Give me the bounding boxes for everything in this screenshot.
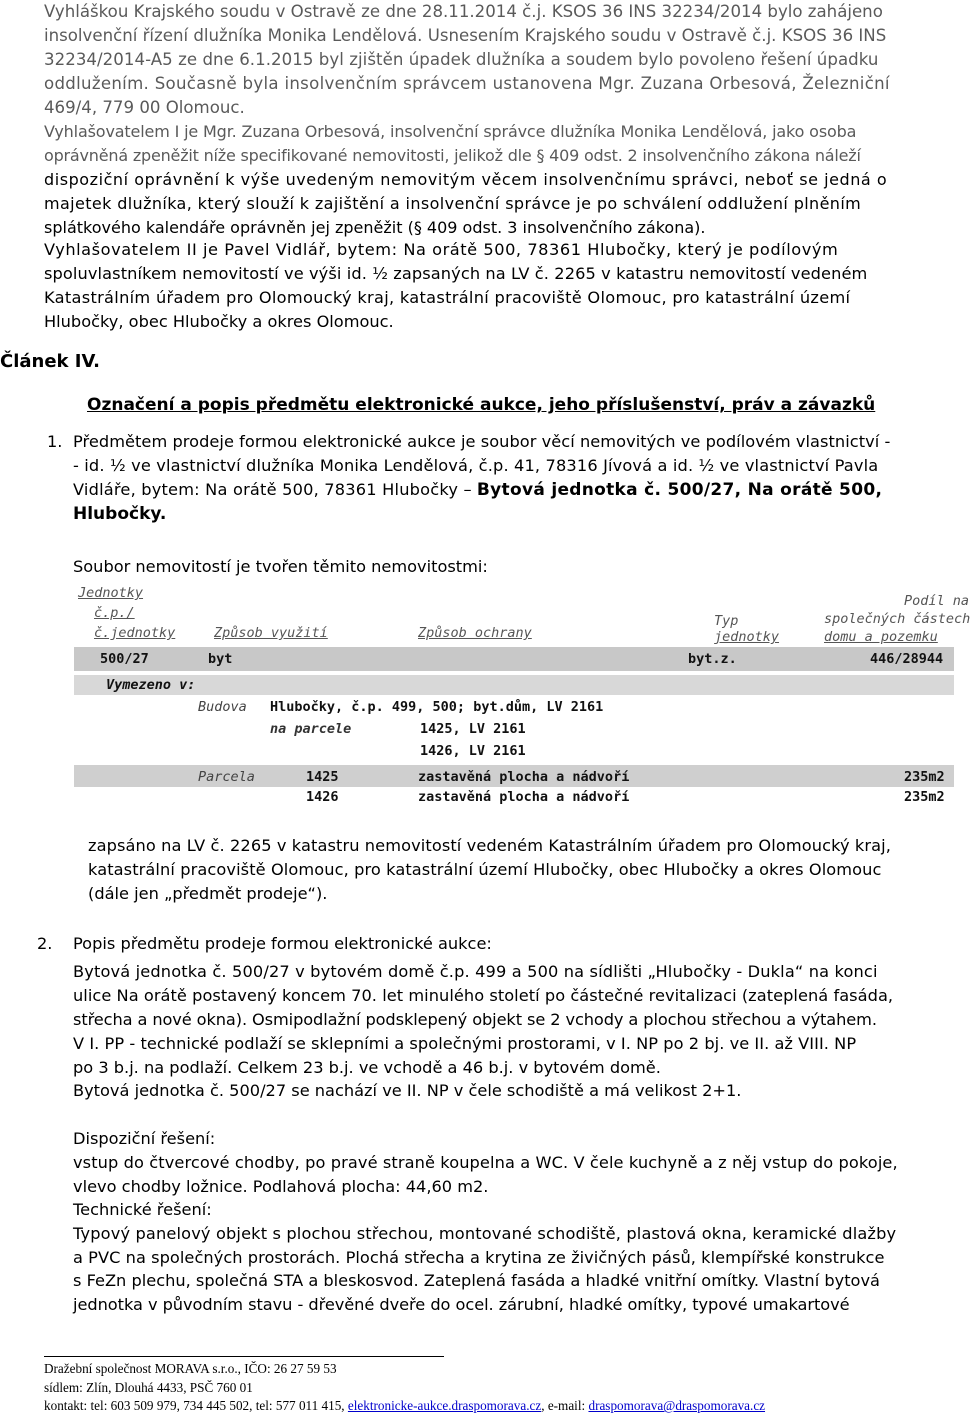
cad-header-podil-3: domu a pozemku [824, 629, 938, 645]
cad-unit-number: 500/27 [100, 651, 149, 667]
cad-vymezeno: Vymezeno v: [106, 677, 196, 693]
vyhl1-line: Vyhlašovatelem I je Mgr. Zuzana Orbesová, insolvenční správce dlužníka Monika Lendělová, jako osoba [44, 122, 857, 141]
cad-na-parcele: na parcele [270, 721, 352, 737]
cadastre-extract [74, 585, 970, 813]
footer-company: Dražební společnost MORAVA s.r.o., IČO: 26 27 59 53 [44, 1361, 337, 1376]
cad-header-zpusob-vyuziti: Způsob využití [214, 625, 328, 641]
item-1-number: 1. [47, 432, 63, 451]
cad-parcel-number: 1426 [306, 789, 339, 805]
vyhl2-line: Katastrálním úřadem pro Olomoucký kraj, katastrální pracoviště Olomouc, pro katastrální území [44, 288, 851, 307]
cad-unit-type: byt.z. [688, 651, 737, 667]
item-2-desc-line: ulice Na orátě postavený koncem 70. let minulého století po částečné revitalizaci (zateplená fasáda, [73, 986, 894, 1005]
cad-unit-row-bar [74, 647, 954, 671]
item-2-desc-line: střecha a nové okna). Osmipodlažní podsklepený objekt se 2 vchody a plochou střechou a výtahem. [73, 1010, 877, 1029]
dispozicni-heading: Dispoziční řešení: [73, 1129, 216, 1148]
footer-divider [44, 1356, 444, 1357]
technicke-line: a PVC na společných prostorách. Plochá střecha a krytina ze živičných pásů, klempířské konstrukce [73, 1248, 885, 1267]
soubor-heading: Soubor nemovitostí je tvořen těmito nemovitostmi: [73, 557, 488, 576]
cad-parcela-label: Parcela [198, 769, 255, 785]
item-1-line: Hlubočky. [73, 504, 167, 524]
intro-line: 32234/2014-A5 ze dne 6.1.2015 byl zjištěn úpadek dlužníka a soudem bylo povoleno řešení úpadku [44, 50, 879, 69]
cad-parcel-druh: zastavěná plocha a nádvoří [418, 769, 630, 785]
cad-vymezeno-bar [74, 675, 954, 695]
item-2-number: 2. [37, 934, 53, 953]
vyhl2-line: Vyhlašovatelem II je Pavel Vidlář, bytem: Na orátě 500, 78361 Hlubočky, který je podílovým [44, 240, 839, 259]
vyhl1-line: oprávněná zpeněžit níže specifikované nemovitosti, jelikož dle § 409 odst. 2 insolvenčního zákona náleží [44, 146, 861, 165]
technicke-line: s FeZn plechu, společná STA a bleskosvod. Zateplená fasáda a hladké vnitřní omítky. Vlastní bytová [73, 1271, 880, 1290]
cad-budova-label: Budova [198, 699, 247, 715]
zapsano-line: katastrální pracoviště Olomouc, pro katastrální území Hlubočky, obec Hlubočky a okres Olomouc [88, 860, 882, 879]
cad-unit-usage: byt [208, 651, 233, 667]
cad-parcel-druh: zastavěná plocha a nádvoří [418, 789, 630, 805]
cad-parcel-line: 1426, LV 2161 [420, 743, 526, 759]
item-1-line [73, 480, 882, 500]
cad-header-podil-2: společných částech [824, 611, 970, 627]
item-1-line: Předmětem prodeje formou elektronické aukce je soubor věcí nemovitých ve podílovém vlastnictví - [73, 432, 891, 451]
vyhl2-line: Hlubočky, obec Hlubočky a okres Olomouc. [44, 312, 394, 331]
vyhl1-line: dispoziční oprávnění k výše uvedeným nemovitým věcem insolvenčnímu správci, neboť se jedná o [44, 170, 888, 189]
cad-header-jednotky: Jednotky [78, 585, 144, 601]
cad-parcel-vymera: 235m2 [904, 769, 945, 785]
item-2-heading: Popis předmětu prodeje formou elektronické aukce: [73, 934, 492, 953]
vyhl2-line: spoluvlastníkem nemovitostí ve výši id. ½ zapsaných na LV č. 2265 v katastru nemovitostí vedeném [44, 264, 868, 283]
footer-web-link[interactable]: elektronicke-aukce.draspomorava.cz [347, 1398, 542, 1413]
article-title: Označení a popis předmětu elektronické aukce, jeho příslušenství, práv a závazků [87, 395, 876, 415]
footer-address: sídlem: Zlín, Dlouhá 4433, PSČ 760 01 [44, 1380, 253, 1395]
cad-header-cjednotky: č.jednotky [94, 625, 176, 641]
item-2-desc-line: V I. PP - technické podlaží se sklepními a společnými prostorami, v I. NP po 2 bj. ve II. až VIII. NP [73, 1034, 857, 1053]
cad-header-cp: č.p./ [94, 605, 135, 621]
cad-budova-text: Hlubočky, č.p. 499, 500; byt.dům, LV 2161 [270, 699, 604, 715]
footer-email-link[interactable]: draspomorava@draspomorava.cz [588, 1398, 766, 1413]
vyhl1-line: majetek dlužníka, který slouží k zajištění a insolvenční správce je po schválení oddlužení plněním [44, 194, 862, 213]
zapsano-line: (dále jen „předmět prodeje“). [88, 884, 328, 903]
item-1-line: - id. ½ ve vlastnictví dlužníka Monika Lendělová, č.p. 41, 78316 Jívová a id. ½ ve vlastnictví Pavla [73, 456, 879, 475]
technicke-heading: Technické řešení: [73, 1200, 212, 1219]
item-2-desc-line: Bytová jednotka č. 500/27 se nachází ve II. NP v čele schodiště a má velikost 2+1. [73, 1081, 742, 1100]
item-2-desc-line: Bytová jednotka č. 500/27 v bytovém domě č.p. 499 a 500 na sídlišti „Hlubočky - Dukla“ na konci [73, 962, 878, 981]
footer-email-label: , e-mail: [541, 1398, 586, 1413]
cad-header-typ: Typ [714, 613, 739, 629]
intro-line: Vyhláškou Krajského soudu v Ostravě ze dne 28.11.2014 č.j. KSOS 36 INS 32234/2014 bylo zahájeno [44, 2, 883, 21]
item-2-desc-line: po 3 b.j. na podlaží. Celkem 23 b.j. ve vchodě a 46 b.j. v bytovém domě. [73, 1058, 661, 1077]
cad-header-jednotky2: jednotky [714, 629, 780, 645]
footer-contact-phones: kontakt: tel: 603 509 979, 734 445 502, tel: 577 011 415, [44, 1398, 345, 1413]
cad-parcel-number: 1425 [306, 769, 339, 785]
item-1-unit-bold: Bytová jednotka č. 500/27, Na orátě 500, [476, 480, 883, 500]
footer-contact [44, 1398, 765, 1414]
cad-header-zpusob-ochrany: Způsob ochrany [418, 625, 532, 641]
article-heading: Článek IV. [0, 351, 100, 372]
item-1-owner-text: Vidláře, bytem: Na orátě 500, 78361 Hlubočky – [73, 480, 472, 499]
intro-line: oddlužením. Současně byla insolvenčním správcem ustanovena Mgr. Zuzana Orbesová, Železniční [44, 74, 890, 93]
technicke-line: Typový panelový objekt s plochou střechou, montované schodiště, plastová okna, keramické dlažby [73, 1224, 897, 1243]
cad-header-podil-1: Podíl na [904, 593, 970, 609]
dispozicni-line: vstup do čtvercové chodby, po pravé straně koupelna a WC. V čele kuchyně a z něj vstup do pokoje, [73, 1153, 898, 1172]
intro-line: 469/4, 779 00 Olomouc. [44, 98, 245, 117]
intro-line: insolvenční řízení dlužníka Monika Lendělová. Usnesením Krajského soudu v Ostravě č.j. KSOS 36 INS [44, 26, 887, 45]
technicke-line: jednotka v původním stavu - dřevěné dveře do ocel. zárubní, hladké omítky, typové umakartové [73, 1295, 850, 1314]
cad-unit-share: 446/28944 [870, 651, 944, 667]
zapsano-line: zapsáno na LV č. 2265 v katastru nemovitostí vedeném Katastrálním úřadem pro Olomoucký kraj, [88, 836, 891, 855]
cad-parcel-vymera: 235m2 [904, 789, 945, 805]
cad-parcel-line: 1425, LV 2161 [420, 721, 526, 737]
vyhl1-line: splátkového kalendáře oprávněn jej zpeněžit (§ 409 odst. 3 insolvenčního zákona). [44, 218, 706, 237]
dispozicni-line: vlevo chodby ložnice. Podlahová plocha: 44,60 m2. [73, 1177, 489, 1196]
